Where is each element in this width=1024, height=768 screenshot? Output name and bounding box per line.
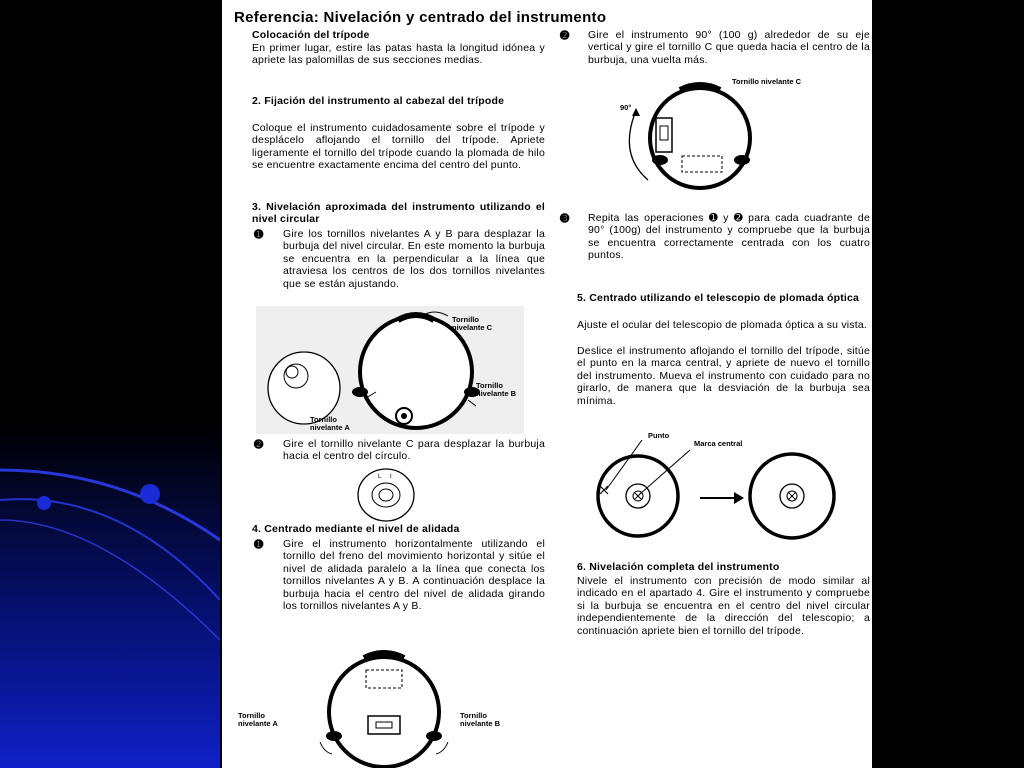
section-4-heading: 4. Centrado mediante el nivel de alidada	[252, 523, 460, 535]
figure-3-label-b: Tornillo nivelante B	[460, 711, 501, 728]
figure-4-label-angle: 90°	[620, 103, 632, 112]
page-title: Referencia: Nivelación y centrado del instrumento	[234, 9, 607, 26]
section-1-body: En primer lugar, estire las patas hasta la longitud idónea y apriete las palomillas de sus secciones medias.	[252, 42, 545, 67]
section-2-heading: 2. Fijación del instrumento al cabezal del trípode	[252, 95, 505, 107]
step-bullet-4: ➋	[560, 30, 570, 42]
step-bullet-2: ➋	[254, 439, 264, 451]
figure-1-label-a: Tornillo nivelante A	[310, 415, 350, 432]
section-4-step-2: Gire el instrumento 90° (100 g) alrededor de su eje vertical y gire el tornillo C que queda hacia el centro de la burbuja, una vuelta más.	[588, 29, 870, 66]
section-1-heading: Colocación del trípode	[252, 29, 370, 41]
slide-right-margin	[874, 0, 1024, 768]
document-page	[220, 0, 874, 768]
figure-5-label-punto: Punto	[648, 431, 670, 440]
step-bullet-1: ➊	[254, 229, 264, 241]
figure-1-label-c: Tornillo nivelante C	[452, 315, 493, 332]
figure-alidade-level	[314, 650, 454, 768]
section-2-body: Coloque el instrumento cuidadosamente sobre el trípode y desplácelo aflojando el tornillo del trípode. Apriete ligeramente el tornillo del trípode cuando la plomada de hilo se encuentre exactamente encima del centro del punto.	[252, 122, 545, 172]
figure-rotate-90	[618, 76, 766, 194]
step-bullet-5: ➌	[560, 213, 570, 225]
figure-optical-plummet	[596, 440, 846, 540]
figure-bubble-centered	[356, 466, 416, 524]
section-3-step-1: Gire los tornillos nivelantes A y B para desplazar la burbuja del nivel circular. En este momento la burbuja se encuentra en la perpendicular a la línea que atraviesa los centros de los dos tornillos nivelantes que se están ajustando.	[283, 228, 545, 290]
svg-text:L: L	[378, 474, 382, 480]
section-5-body-1: Ajuste el ocular del telescopio de plomada óptica a su vista.	[577, 319, 868, 331]
section-6-body: Nivele el instrumento con precisión de modo similar al indicado en el apartado 4. Gire el instrumento y compruebe si la burbuja se encuentra en el centro del nivel circular independientemente de la dirección del telescopio; a continuación apriete bien el tornillo del trípode.	[577, 575, 870, 637]
figure-1-label-b: Tornillo nivelante B	[476, 381, 517, 398]
section-4-step-3: Repita las operaciones ➊ y ➋ para cada cuadrante de 90° (100g) del instrumento y compruebe que la burbuja se encuentra correctamente centrada con los cuatro puntos.	[588, 212, 870, 262]
section-5-heading: 5. Centrado utilizando el telescopio de plomada óptica	[577, 292, 860, 304]
section-5-body-2: Deslice el instrumento aflojando el tornillo del trípode, sitúe el punto en la marca central, y apriete de nuevo el tornillo del instrumento. Mueva el instrumento con cuidado para no girarlo, de manera que la desviación de la burbuja sea mínima.	[577, 345, 870, 407]
figure-3-label-a: Tornillo nivelante A	[238, 711, 278, 728]
step-bullet-3: ➊	[254, 539, 264, 551]
section-4-step-1: Gire el instrumento horizontalmente utilizando el tornillo del freno del movimiento horizontal y sitúe el nivel de alidada paralelo a la línea que conecta los tornillos nivelantes A y B. A continuación desplace la burbuja hacia el centro del nivel de alidada girando los tornillos nivelantes A y B.	[283, 538, 545, 613]
slide-background-decoration	[0, 0, 220, 768]
svg-text:I: I	[390, 474, 392, 480]
section-6-heading: 6. Nivelación completa del instrumento	[577, 561, 780, 573]
figure-5-label-marca: Marca central	[694, 439, 743, 448]
section-3-heading: 3. Nivelación aproximada del instrumento utilizando el nivel circular	[252, 201, 545, 226]
section-3-step-2: Gire el tornillo nivelante C para desplazar la burbuja hacia el centro del círculo.	[283, 438, 545, 463]
figure-4-label-c: Tornillo nivelante C	[732, 77, 802, 86]
